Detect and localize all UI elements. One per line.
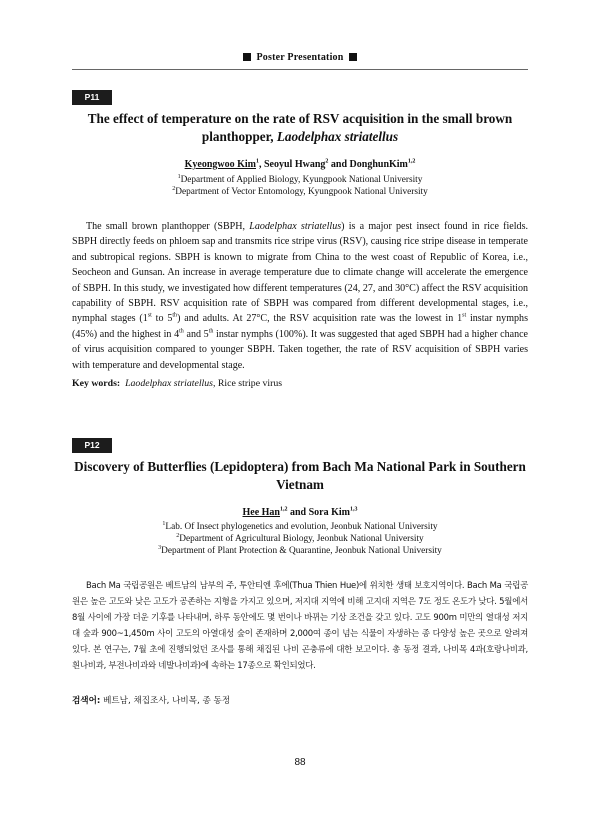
keywords [72, 378, 528, 389]
body-text: ) and adults. At 27°C, the RSV acquisition rate was the lowest in 1 [177, 313, 463, 325]
affiliation-text: Department of Agricultural Biology, Jeonbuk National University [179, 534, 424, 544]
affiliation-sup: 2 [172, 185, 176, 192]
affiliation [72, 521, 528, 533]
author-sep: and [287, 507, 309, 518]
abstract-paragraph [72, 219, 528, 373]
affiliation [72, 545, 528, 557]
section-header [0, 52, 600, 63]
keywords-label: Key words: [72, 378, 121, 389]
body-text: to 5 [151, 313, 173, 325]
affiliation-text: Lab. Of Insect phylogenetics and evolution, Jeonbuk National University [165, 522, 438, 532]
author-name: DonghunKim [349, 159, 408, 170]
abstract-body [72, 578, 528, 673]
affiliation-sup: 1 [177, 173, 181, 180]
author-sup: 1,2 [407, 158, 416, 165]
affiliation [72, 186, 528, 198]
abstract-title-species: Laodelphax striatellus [276, 129, 399, 144]
body-sup: st [147, 313, 152, 320]
keywords-label: 검색어: [72, 696, 101, 706]
body-italic: Laodelphax striatellus [249, 221, 342, 232]
affiliation-list [72, 174, 528, 198]
author-name: Sora Kim [308, 507, 350, 518]
author-sep: and [328, 159, 350, 170]
body-sup: th [172, 313, 178, 320]
affiliation-text: Department of Vector Entomology, Kyungpook National University [175, 187, 428, 197]
page-number: 88 [294, 757, 306, 768]
author-sup: 2 [325, 158, 329, 165]
header-divider [72, 69, 528, 70]
affiliation-sup: 2 [176, 532, 180, 539]
square-bullet-icon [349, 53, 357, 61]
author-sep: , [259, 159, 264, 170]
author-name: Seoyul Hwang [264, 159, 326, 170]
section-header-label: Poster Presentation [256, 52, 344, 63]
body-text: instar nymphs (100%). It was suggested that aged SBPH had a higher chance of virus acquisition compared to younger SBPH. Taken together, the rate of RSV acquisition of SBPH varies with temperature and developmental stage. [72, 328, 529, 371]
body-text: The small brown planthopper (SBPH, [86, 221, 250, 232]
author-sup: 1,3 [350, 506, 358, 513]
abstract-title [72, 110, 528, 146]
affiliation-text: Department of Plant Protection & Quarantine, Jeonbuk National University [161, 546, 442, 556]
body-sup: st [462, 313, 467, 320]
affiliation-text: Department of Applied Biology, Kyungpook National University [180, 175, 423, 185]
author-list [72, 159, 528, 170]
abstract-id-badge: P12 [72, 438, 112, 453]
abstract-title: Discovery of Butterflies (Lepidoptera) from Bach Ma National Park in Southern Vietnam [74, 459, 526, 492]
affiliation [72, 533, 528, 545]
body-text: instar nymphs (45%) and the highest in 4 [72, 313, 528, 340]
square-bullet-icon [243, 53, 251, 61]
body-sup: th [179, 328, 184, 335]
keywords [72, 694, 528, 706]
author-sup: 1,2 [279, 506, 288, 513]
affiliation [72, 174, 528, 186]
affiliation-list [72, 521, 528, 557]
abstract-title-text: The effect of temperature on the rate of RSV acquisition in the small brown planthopper, [87, 111, 513, 144]
affiliation-sup: 1 [162, 520, 166, 527]
body-text: and 5 [183, 328, 209, 340]
abstract-paragraph: Bach Ma 국립공원은 베트남의 남부의 주, 투안티엔 후에(Thua Thien Hue)에 위치한 생태 보호지역이다. Bach Ma 국립공원은 높은 고도와 낮은 고도가 공존하는 지형을 가지고 있으며, 저지대 지역에 비해 고지대 지역은 7도 정도 온도가 낮다. 5월에서 8월 사이에 가장 더운 기후를 나타내며, 하루 동안에도 몇 번이나 바뀌는 기상 조건을 갖고 있다. 고도 900m 미만의 열대성 저지대 숲과 900~1,450m 사이 고도의 아열대성 숲이 존재하며 2,000여 종이 넘는 식물이 자생하는 종 다양성 높은 곳으로 알려져 있다. 본 연구는, 7월 초에 진행되었던 조사를 통해 채집된 나비 곤충류에 대한 보고이다. 총 동정 결과, 나비목 4과(호랑나비과, 흰나비과, 부전나비과와 네발나비과)에 속하는 17종으로 확인되었다. [72, 580, 528, 670]
author-sup: 1 [256, 158, 259, 165]
author-name: Kyeongwoo Kim [184, 159, 256, 170]
keyword-italic: Laodelphax striatellus [125, 378, 213, 389]
abstract-id-badge: P11 [72, 90, 112, 105]
keyword-text: , Rice stripe virus [212, 378, 283, 389]
affiliation-sup: 3 [158, 544, 162, 551]
author-name: Hee Han [242, 507, 280, 518]
author-list [72, 507, 528, 518]
abstract-body [72, 219, 528, 373]
body-text: ) is a major pest insect found in rice fields. SBPH directly feeds on phloem sap and transmits rice stripe virus (RSV), causing rice stripe disease in temperate and subtropical regions. SBPH is known to migrate from China to the west coast of Republic of Korea, i.e., Seocheon and Gunsan. An increase in average temperature due to climate change will accelerate the emergence of SBPH. In this study, we investigated how different temperatures (24, 27, and 30°C) affect the RSV acquisition capability of SBPH. RSV acquisition rate of SBPH was compared from different developmental stages, i.e., nymphal stages (1 [72, 221, 528, 325]
keyword-text: 베트남, 채집조사, 나비목, 종 동정 [103, 696, 231, 706]
body-sup: th [208, 328, 214, 335]
